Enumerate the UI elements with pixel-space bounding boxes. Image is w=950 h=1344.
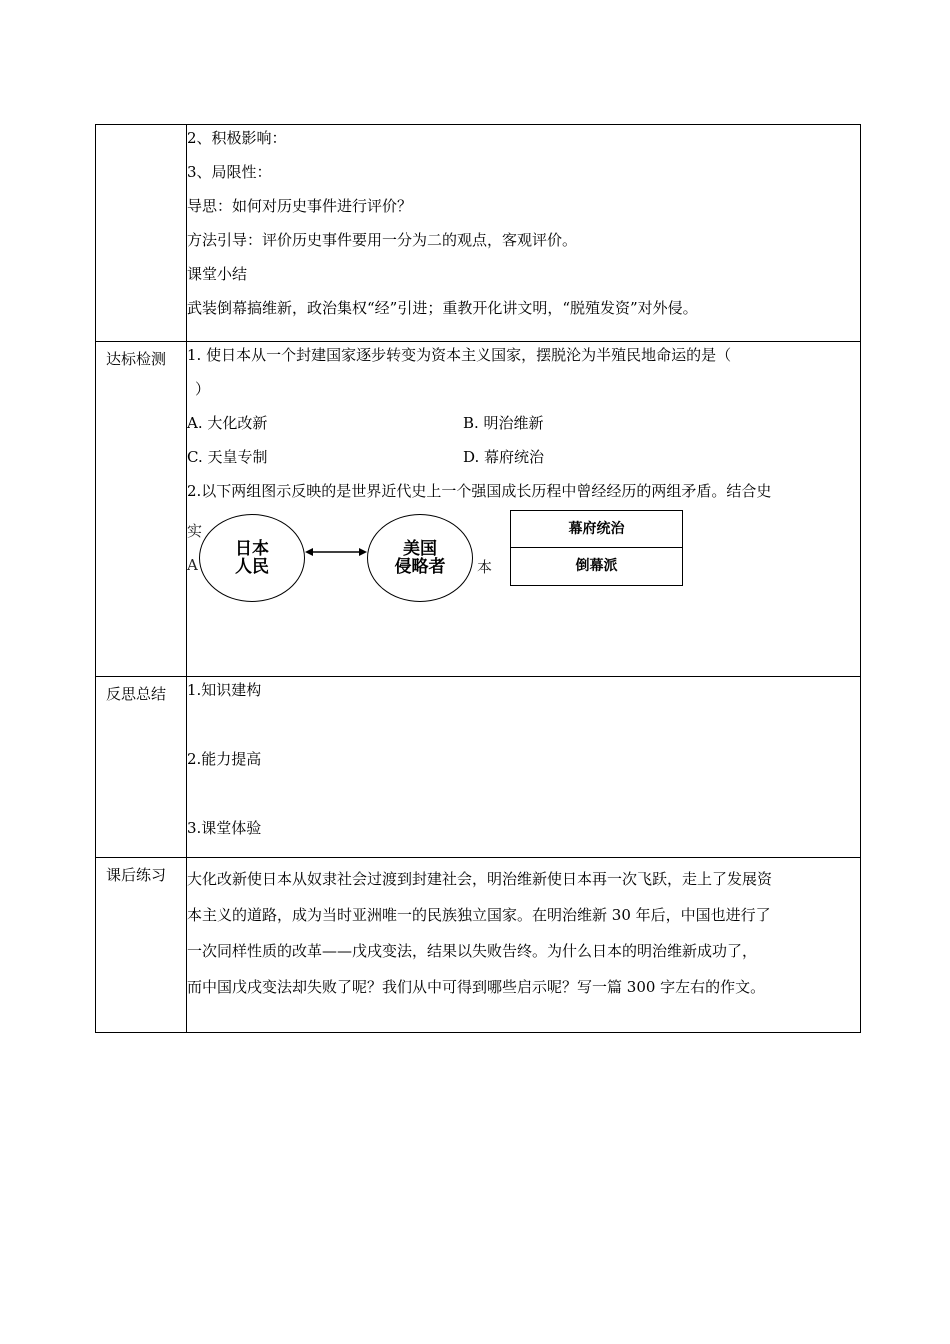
row-label — [96, 858, 187, 1033]
reflect-item: 1.知识建构 — [187, 681, 262, 699]
text-line: 3、局限性： — [187, 163, 272, 181]
option-a: A. 大化改新 — [187, 414, 268, 432]
text-line: 武装倒幕搞维新，政治集权“经”引进；重教开化讲文明，“脱殖发资”对外侵。 — [187, 299, 698, 317]
circle-japanese-people — [199, 514, 305, 602]
check-content — [187, 342, 861, 677]
options-row — [187, 406, 860, 440]
question-2: 2.以下两组图示反映的是世界近代史上一个强国成长历程中曾经经历的两组矛盾。结合史 — [187, 482, 772, 500]
box-bottom-text: 倒幕派 — [575, 558, 618, 574]
homework-line: 大化改新使日本从奴隶社会过渡到封建社会，明治维新使日本再一次飞跃，走上了发展资 — [187, 870, 773, 888]
row-label — [96, 342, 187, 677]
homework-line: 而中国戊戌变法却失败了呢？我们从中可得到哪些启示呢？写一篇 300 字左右的作文。 — [187, 978, 766, 996]
table-row — [96, 342, 861, 677]
circle-text: 美国 — [403, 539, 437, 559]
circle-text: 人民 — [235, 557, 269, 577]
circle-us-invaders — [367, 514, 473, 602]
shogunate-box — [510, 510, 683, 586]
circle-text: 日本 — [235, 539, 269, 559]
text-line: 课堂小结 — [187, 265, 248, 283]
option-b: B. 明治维新 — [463, 414, 544, 432]
homework-line: 本主义的道路，成为当时亚洲唯一的民族独立国家。在明治维新 30 年后，中国也进行了 — [187, 906, 771, 924]
contradiction-diagram — [187, 514, 860, 624]
question-1-paren: ） — [195, 380, 211, 398]
clipped-char: 本 — [477, 558, 493, 576]
lesson-table — [95, 124, 861, 1033]
question-1-close — [187, 372, 860, 406]
options-row — [187, 440, 860, 474]
row-label-empty — [96, 125, 187, 342]
box-top-text: 幕府统治 — [511, 511, 682, 548]
table-row — [96, 125, 861, 342]
clipped-char: A — [187, 556, 198, 574]
double-arrow-icon — [305, 544, 367, 560]
reflect-content — [187, 677, 861, 858]
check-label: 达标检测 — [106, 350, 167, 368]
circle-text: 侵略者 — [394, 557, 446, 577]
homework-label: 课后练习 — [106, 866, 167, 884]
text-line: 方法引导：评价历史事件要用一分为二的观点，客观评价。 — [187, 231, 578, 249]
homework-line: 一次同样性质的改革——戊戌变法，结果以失败告终。为什么日本的明治维新成功了， — [187, 942, 758, 960]
reflect-item: 3.课堂体验 — [187, 819, 262, 837]
reflect-item: 2.能力提高 — [187, 750, 262, 768]
row-label — [96, 677, 187, 858]
lesson-notes — [187, 125, 861, 342]
option-c: C. 天皇专制 — [187, 448, 268, 466]
reflect-label: 反思总结 — [106, 685, 167, 703]
table-row — [96, 677, 861, 858]
table-row — [96, 858, 861, 1033]
text-line: 导思：如何对历史事件进行评价？ — [187, 197, 413, 215]
text-line: 2、积极影响： — [187, 129, 287, 147]
homework-content — [187, 858, 861, 1033]
clipped-char: 实 — [187, 522, 203, 540]
option-d: D. 幕府统治 — [463, 448, 545, 466]
question-1: 1. 使日本从一个封建国家逐步转变为资本主义国家，摆脱沦为半殖民地命运的是（ — [187, 346, 732, 364]
